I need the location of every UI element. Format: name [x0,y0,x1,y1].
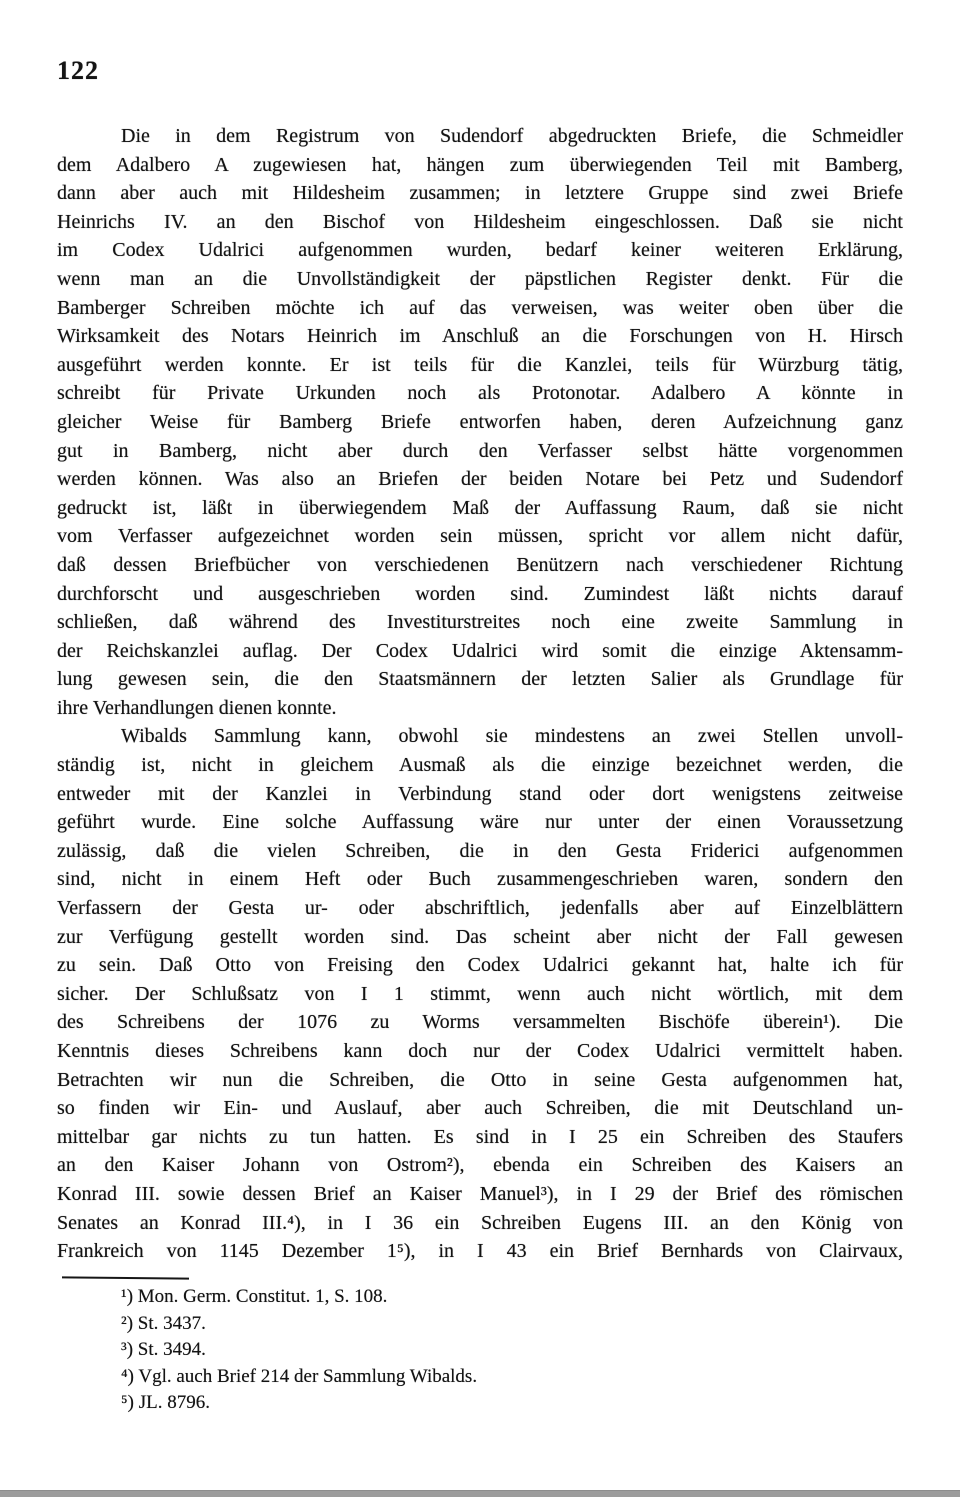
body-line: Wibalds Sammlung kann, obwohl sie mindestens an zwei Stellen unvoll- [121,725,903,748]
body-line: durchforscht und ausgeschrieben worden sind. Zumindest läßt nichts darauf [57,582,903,605]
footnote-line: ¹) Mon. Germ. Constitut. 1, S. 108. [121,1286,388,1307]
body-line: Die in dem Registrum von Sudendorf abgedruckten Briefe, die Schmeidler [121,125,903,147]
body-line: ihre Verhandlungen dienen konnte. [57,696,337,719]
body-line: dann aber auch mit Hildesheim zusammen; in letztere Gruppe sind zwei Briefe [57,182,903,205]
body-line: Heinrichs IV. an den Bischof von Hildesheim eingeschlossen. Daß sie nicht [57,210,903,233]
body-line: sicher. Der Schlußsatz von I 1 stimmt, wenn auch nicht wörtlich, mit dem [57,982,903,1005]
body-line: gut in Bamberg, nicht aber durch den Verfasser selbst hätte vorgenommen [57,439,903,462]
body-line: gleicher Weise für Bamberg Briefe entworfen haben, deren Aufzeichnung ganz [57,410,903,433]
footnote-line: ⁵) JL. 8796. [121,1392,210,1414]
body-line: schreibt für Private Urkunden noch als Protonotar. Adalbero A könnte in [57,382,903,405]
footnote-line: ²) St. 3437. [121,1312,206,1334]
body-line: an den Kaiser Johann von Ostrom²), ebenda ein Schreiben des Kaisers an [57,1154,903,1177]
body-line: des Schreibens der 1076 zu Worms versammelten Bischöfe überein¹). Die [57,1011,903,1034]
body-line: Wirksamkeit des Notars Heinrich im Anschluß an die Forschungen von H. Hirsch [57,325,903,348]
body-line: zu sein. Daß Otto von Freising den Codex Udalrici gekannt hat, halte ich für [57,954,903,977]
scan-bottom-edge [0,1490,960,1497]
body-line: Senates an Konrad III.⁴), in I 36 ein Schreiben Eugens III. an den König von [57,1211,903,1234]
page-number: 122 [57,56,99,85]
body-line: Kenntnis dieses Schreibens kann doch nur der Codex Udalrici vermittelt haben. [57,1040,903,1062]
footnote-line: ⁴) Vgl. auch Brief 214 der Sammlung Wibalds. [121,1365,478,1387]
body-line: Verfassern der Gesta ur- oder abschriftlich, jedenfalls aber auf Einzelblättern [57,897,903,920]
body-line: vom Verfasser aufgezeichnet worden sein müssen, spricht vor allem nicht dafür, [57,525,903,548]
body-line: werden können. Was also an Briefen der beiden Notare bei Petz und Sudendorf [57,468,903,491]
body-line: lung gewesen sein, die den Staatsmännern der letzten Salier als Grundlage für [57,668,903,691]
footnote-separator [62,1276,189,1279]
body-line: Frankreich von 1145 Dezember 1⁵), in I 43 ein Brief Bernhards von Clairvaux, [57,1240,903,1263]
body-text [57,122,903,1266]
body-line: zulässig, daß die vielen Schreiben, die in den Gesta Friderici aufgenommen [57,839,903,862]
body-line: geführt wurde. Eine solche Auffassung wäre nur unter der einen Voraussetzung [57,811,903,834]
body-line: so finden wir Ein- und Auslauf, aber auch Schreiben, die mit Deutschland un- [57,1097,903,1120]
body-line: im Codex Udalrici aufgenommen wurden, bedarf keiner weiteren Erklärung, [57,239,903,262]
body-line: entweder mit der Kanzlei in Verbindung stand oder dort wenigstens zeitweise [57,782,903,805]
body-line: ausgeführt werden konnte. Er ist teils für die Kanzlei, teils für Würzburg tätig, [57,353,903,376]
body-line: sind, nicht in einem Heft oder Buch zusammengeschrieben waren, sondern den [57,868,903,891]
body-line: daß dessen Briefbücher von verschiedenen Benützern nach verschiedener Richtung [57,553,903,576]
body-line: wenn man an die Unvollständigkeit der päpstlichen Register denkt. Für die [57,267,903,290]
body-line: der Reichskanzlei auflag. Der Codex Udalrici wird somit die einzige Aktensamm- [57,639,903,662]
footnotes [121,1284,841,1417]
body-line: gedruckt ist, läßt in überwiegendem Maß der Auffassung Raum, daß sie nicht [57,496,903,519]
body-line: Konrad III. sowie dessen Brief an Kaiser Manuel³), in I 29 der Brief des römischen [57,1182,903,1205]
body-line: schließen, daß während des Investiturstreites noch eine zweite Sammlung in [57,611,903,634]
body-line: mittelbar gar nichts zu tun hatten. Es sind in I 25 ein Schreiben des Staufers [57,1125,903,1148]
body-line: dem Adalbero A zugewiesen hat, hängen zum überwiegenden Teil mit Bamberg, [57,153,903,176]
footnote-line: ³) St. 3494. [121,1339,206,1361]
body-line: ständig ist, nicht in gleichem Ausmaß als die einzige bezeichnet werden, die [57,754,903,777]
body-line: Betrachten wir nun die Schreiben, die Otto in seine Gesta aufgenommen hat, [57,1068,903,1091]
body-line: zur Verfügung gestellt worden sind. Das scheint aber nicht der Fall gewesen [57,925,903,948]
body-line: Bamberger Schreiben möchte ich auf das verweisen, was weiter oben über die [57,296,903,319]
